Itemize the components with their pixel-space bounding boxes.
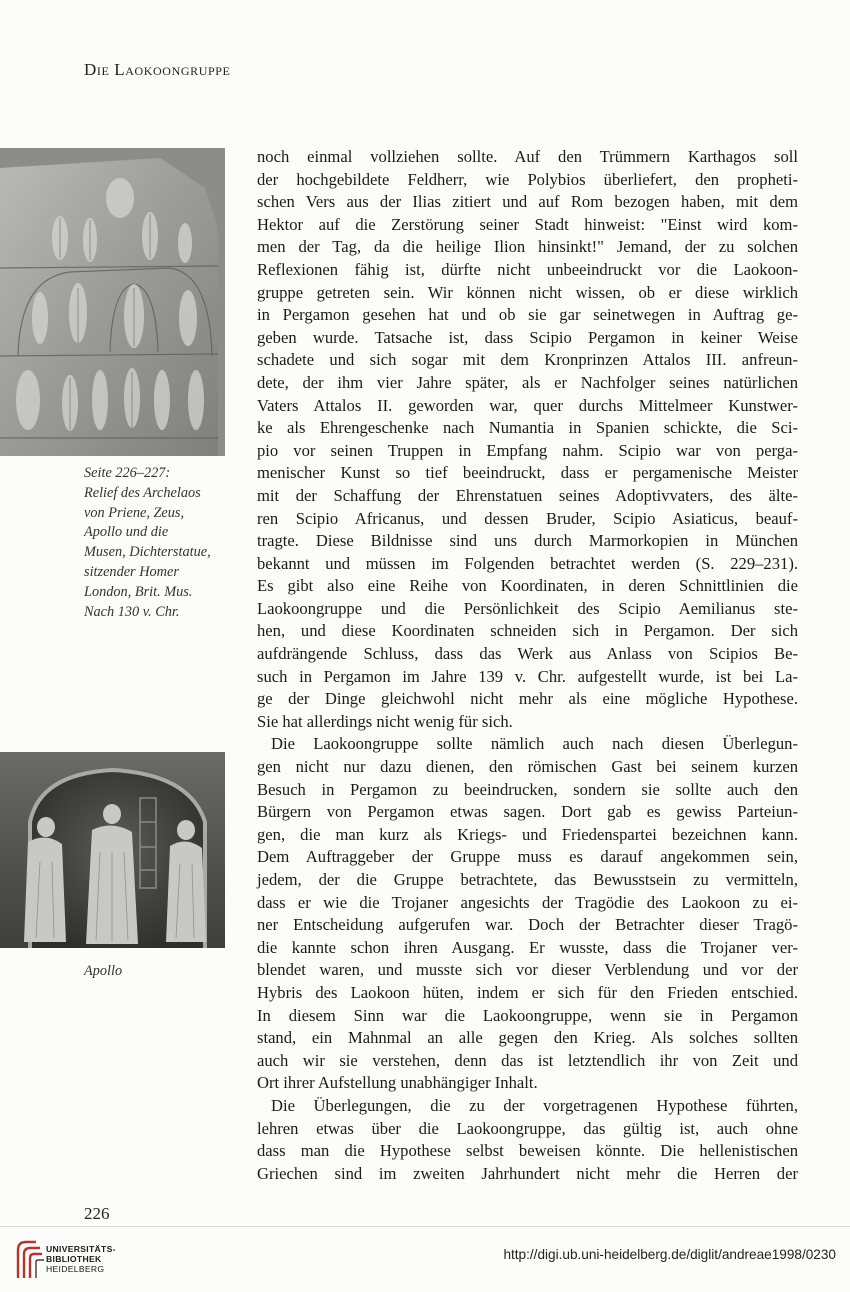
- body-text-line: jedem, der die Gruppe betrachtete, das Bewusstsein zu vermitteln,: [257, 870, 798, 889]
- body-text-line: gruppe getreten sein. Wir können nicht wissen, ob er diese wirklich: [257, 282, 798, 302]
- body-text-line: Die Laokoongruppe sollte nämlich auch nach diesen Überlegun-: [271, 734, 798, 754]
- body-text-line: ge der Dinge gleichwohl nicht mehr als eine mögliche Hypothese.: [257, 689, 798, 709]
- body-text-line: auch wir sie verstehen, denn das ist letztendlich ihr von Zeit und: [257, 1050, 798, 1070]
- body-text-line: Reflexionen fähig ist, dürfte nicht unbeeindruckt vor die Laokoon-: [257, 259, 798, 279]
- library-name: [46, 1244, 116, 1274]
- body-text-line: Hektor auf die Zerstörung seiner Stadt hinweist: "Einst wird kom-: [257, 214, 798, 234]
- caption-line: Apollo und die: [84, 524, 169, 541]
- body-text-line: menischer Kunst so tief beeindruckt, dass er pergamenische Meister: [257, 463, 798, 483]
- footer-divider: [0, 1226, 850, 1227]
- caption-line: von Priene, Zeus,: [84, 504, 185, 521]
- body-text-line: Die Überlegungen, die zu der vorgetragenen Hypothese führten,: [271, 1095, 798, 1115]
- caption-line: London, Brit. Mus.: [84, 583, 193, 600]
- body-text-line: Hybris des Laokoon hüten, indem er sich für den Frieden entschied.: [257, 982, 798, 1002]
- body-text-line: noch einmal vollziehen sollte. Auf den Trümmern Karthagos soll: [257, 147, 798, 166]
- running-head-text: Die Laokoongruppe: [84, 60, 231, 79]
- body-text-line: hen, und diese Koordinaten schneiden sich in Pergamon. Der sich: [257, 621, 798, 641]
- body-text-line: schen Vers aus der Ilias zitiert und auf Rom bezogen haben, mit dem: [257, 192, 798, 212]
- body-text-line: In diesem Sinn war die Laokoongruppe, wenn sie in Pergamon: [257, 1005, 798, 1025]
- apollo-illustration: [0, 752, 225, 948]
- body-text-line: geben wurde. Tatsache ist, dass Scipio Pergamon in keiner Weise: [257, 327, 798, 347]
- relief-caption: [84, 464, 234, 622]
- body-text-line: lehren etwas über die Laokoongruppe, das gültig ist, auch ohne: [257, 1118, 798, 1138]
- body-text-line: blendet waren, und musste sich vor dieser Verblendung und vor der: [257, 960, 798, 980]
- body-text-line: dass man die Hypothese selbst beweisen könnte. Die hellenistischen: [257, 1141, 798, 1161]
- body-text-line: Ort ihrer Aufstellung unabhängiger Inhalt.: [257, 1073, 538, 1093]
- body-text-line: ren Scipio Africanus, und dessen Bruder, Scipio Asiaticus, beauf-: [257, 508, 798, 528]
- body-text-line: ner Entscheidung aufgerufen war. Doch der Betrachter dieser Tragö-: [257, 915, 798, 935]
- body-text-line: stand, ein Mahnmal an alle gegen den Krieg. Als solches sollten: [257, 1028, 798, 1048]
- library-name-line: HEIDELBERG: [46, 1264, 105, 1274]
- caption-line: sitzender Homer: [84, 563, 179, 580]
- body-text-line: Besuch in Pergamon zu beeindrucken, sondern sie sollte auch den: [257, 779, 798, 799]
- body-text-line: men der Tag, da die heilige Ilion hinsinkt!" Jemand, der zu solchen: [257, 237, 798, 257]
- relief-illustration: [0, 148, 225, 456]
- body-text-line: dass er wie die Trojaner angesichts der Tragödie des Laokoon zu ei-: [257, 892, 798, 912]
- body-text-line: mit der Schaffung der Ehrenstatuen seines Adoptivvaters, des älte-: [257, 485, 798, 505]
- body-text-line: Es gibt also eine Reihe von Koordinaten, in deren Schnittlinien die: [257, 576, 798, 596]
- caption-line: Relief des Archelaos: [84, 484, 201, 501]
- relief-image: [0, 148, 225, 456]
- body-text-line: Dem Auftraggeber der Gruppe muss es darauf angekommen sein,: [257, 847, 798, 867]
- body-text: [257, 146, 798, 1185]
- body-text-line: ke als Ehrengeschenke nach Numantia in Spanien schickte, die Sci-: [257, 418, 798, 438]
- source-url[interactable]: http://digi.ub.uni-heidelberg.de/diglit/andreae1998/0230: [503, 1247, 836, 1262]
- running-head: [84, 60, 230, 80]
- body-text-line: dete, der ihm vier Jahre später, als er Nachfolger seines natürlichen: [257, 372, 798, 392]
- page-number: 226: [84, 1204, 110, 1223]
- library-name-line: UNIVERSITÄTS-: [46, 1244, 116, 1254]
- body-text-line: Vaters Attalos II. geworden war, quer durchs Mittelmeer Kunstwer-: [257, 395, 798, 415]
- caption-line: Nach 130 v. Chr.: [84, 603, 180, 620]
- body-text-line: pio vor seinen Truppen in Empfang nahm. Scipio war von perga-: [257, 440, 798, 460]
- body-text-line: aufdrängende Schluss, dass das Werk aus Anlass von Scipios Be-: [257, 644, 798, 664]
- body-text-line: schadete und sich sogar mit dem Kronprinzen Attalos III. anfreun-: [257, 350, 798, 370]
- body-text-line: Laokoongruppe und die Persönlichkeit des Scipio Aemilianus ste-: [257, 598, 798, 618]
- body-text-line: die kannte schon ihren Ausgang. Er wusste, dass die Trojaner ver-: [257, 937, 798, 957]
- caption-line: Apollo: [84, 963, 123, 979]
- library-name-line: BIBLIOTHEK: [46, 1254, 102, 1264]
- body-text-line: der hochgebildete Feldherr, wie Polybios überliefert, den propheti-: [257, 169, 798, 189]
- body-text-line: Bürgern von Pergamon etwas sagen. Dort gab es gewiss Parteiun-: [257, 802, 798, 822]
- body-text-line: gen, die man kurz als Kriegs- und Friedenspartei bezeichnen kann.: [257, 824, 798, 844]
- body-text-line: such in Pergamon im Jahre 139 v. Chr. aufgestellt wurde, ist bei La-: [257, 666, 798, 686]
- apollo-caption: [84, 962, 234, 982]
- body-text-line: Sie hat allerdings nicht wenig für sich.: [257, 711, 513, 731]
- caption-line: Musen, Dichterstatue,: [84, 544, 211, 561]
- body-text-line: bekannt und müssen im Folgenden betrachtet werden (S. 229–231).: [257, 553, 798, 573]
- body-text-line: tragte. Diese Bildnisse sind uns durch Marmorkopien in München: [257, 531, 798, 551]
- body-text-line: gen nicht nur dazu dienen, den römischen Gast bei seinem kurzen: [257, 757, 798, 777]
- caption-line: Seite 226–227:: [84, 465, 171, 481]
- body-text-line: in Pergamon gesehen hat und ob sie gar seinetwegen in Auftrag ge-: [257, 305, 798, 325]
- body-text-line: Griechen sind im zweiten Jahrhundert nicht mehr die Herren der: [257, 1163, 798, 1183]
- apollo-image: [0, 752, 225, 948]
